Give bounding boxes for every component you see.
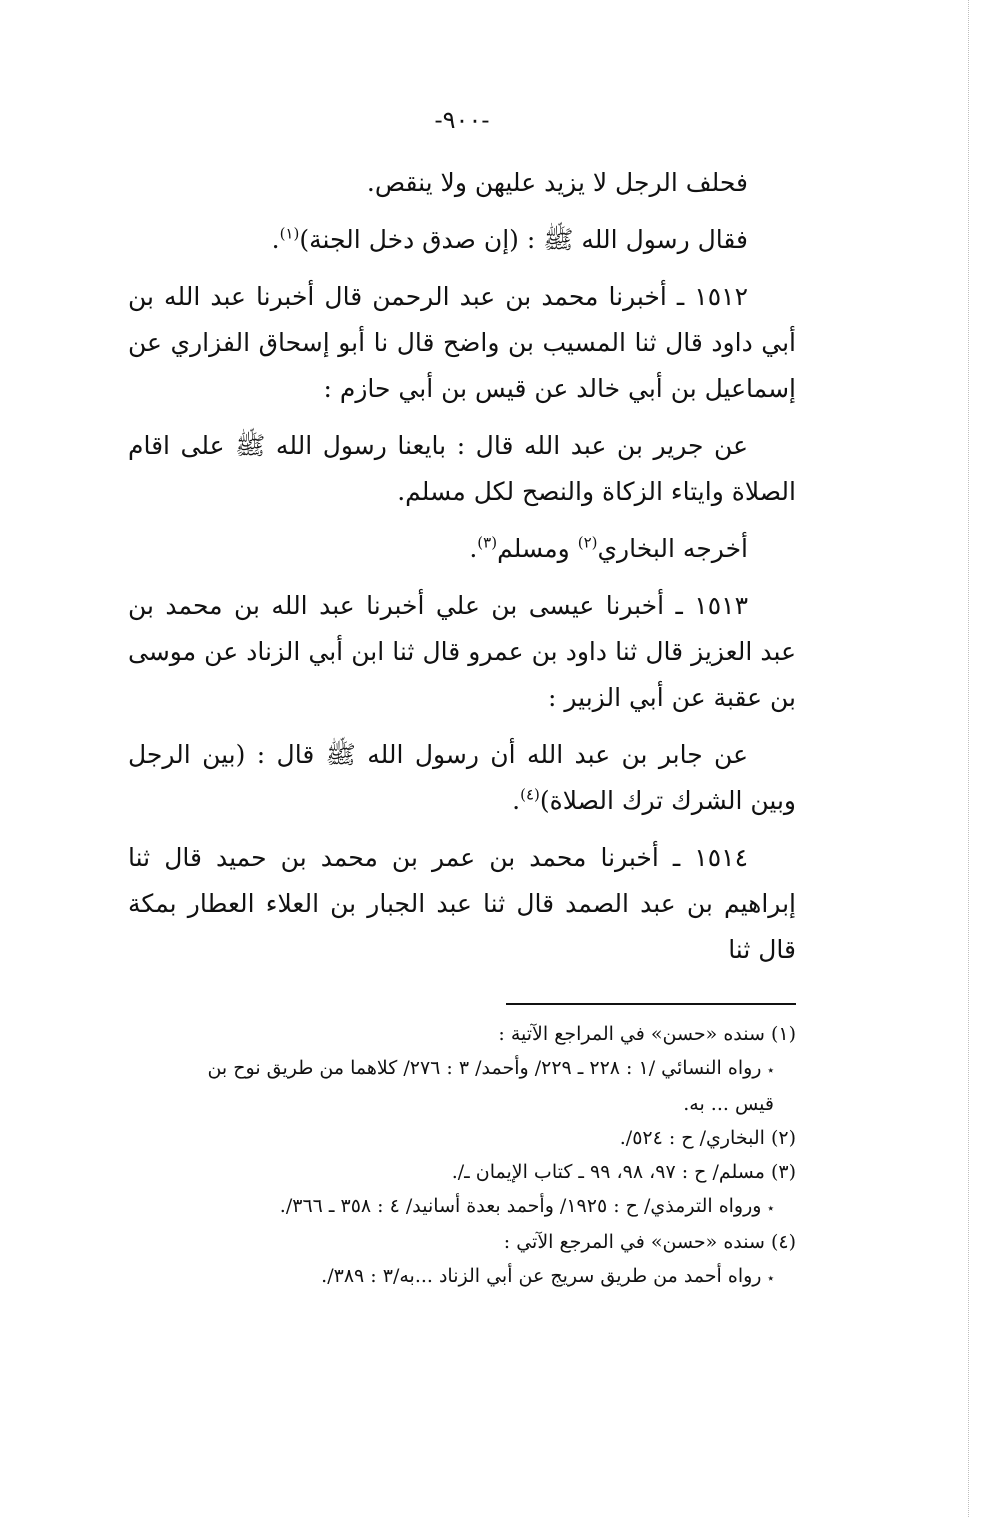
footnote-ref-4: (٤) [520,785,540,804]
footnote-ref-2: (٢) [577,533,598,552]
hadith-1512-chain-text: ١٥١٢ ـ أخبرنا محمد بن عبد الرحمن قال أخبرنا عبد الله بن أبي داود قال ثنا المسيب بن واضح قال نا أبو إسحاق الفزاري عن إسماعيل بن أبي خالد عن قيس بن أبي حازم : [128,282,796,403]
paragraph-end-mark: . [271,225,280,254]
hadith-1512-chain [128,274,796,412]
footnote-3-detail [128,1189,796,1225]
hadith-1513-text [128,732,796,824]
footnote-2 [128,1121,796,1155]
source-muslim: ومسلم [497,534,578,563]
footnote-2-text: (٢) البخاري/ ح : ٥٢٤/. [619,1127,796,1149]
footnote-ref-3: (٣) [477,533,498,552]
footnote-1-text: (١) سنده «حسن» في المراجع الآتية : [498,1023,796,1045]
footnotes [128,1017,796,1295]
paragraph-end-mark: . [469,534,478,563]
bullet-mark: ٭ [767,1271,774,1285]
footnote-4 [128,1225,796,1259]
footnote-4-detail [128,1259,796,1295]
source-bukhari: أخرجه البخاري [597,534,748,563]
paragraph-prophet-saying [128,217,796,263]
page-edge-line [968,0,969,1517]
hadith-1513-body: عن جابر بن عبد الله أن رسول الله ﷺ قال : (بين الرجل وبين الشرك ترك الصلاة) [128,740,796,815]
hadith-1512-text [128,423,796,515]
footnote-1-detail [128,1051,796,1087]
paragraph-oath [128,160,796,206]
paragraph-prophet-saying-text: فقال رسول الله ﷺ : (إن صدق دخل الجنة) [299,225,748,254]
footnote-1 [128,1017,796,1051]
footnote-ref-1: (١) [279,224,300,243]
footnote-4-text: (٤) سنده «حسن» في المرجع الآتي : [503,1231,796,1253]
footnote-1-continuation [128,1087,796,1121]
paragraph-end-mark: . [512,786,521,815]
footnote-3 [128,1155,796,1189]
paragraph-oath-text: فحلف الرجل لا يزيد عليهن ولا ينقص. [366,168,748,197]
bullet-mark: ٭ [767,1201,774,1215]
footnote-separator [506,1003,796,1005]
hadith-1513-chain-text: ١٥١٣ ـ أخبرنا عيسى بن علي أخبرنا عبد الله بن محمد بن عبد العزيز قال ثنا داود بن عمرو قال ثنا ابن أبي الزناد عن موسى بن عقبة عن أبي الزبير : [128,591,796,712]
hadith-1514-chain-text: ١٥١٤ ـ أخبرنا محمد بن عمر بن محمد بن حميد قال ثنا إبراهيم بن عبد الصمد قال ثنا عبد الجبار بن العلاء العطار بمكة قال ثنا [128,843,796,964]
page-number: -٩٠٠- [434,106,490,134]
footnote-3-detail-text: ورواه الترمذي/ ح : ١٩٢٥/ وأحمد بعدة أسانيد/ ٤ : ٣٥٨ ـ ٣٦٦/. [279,1195,762,1217]
hadith-1512-source [128,526,796,572]
footnote-3-text: (٣) مسلم/ ح : ٩٧، ٩٨، ٩٩ ـ كتاب الإيمان ـ/. [451,1161,796,1183]
hadith-1514-chain [128,835,796,973]
hadith-1513-chain [128,583,796,721]
footnote-1-detail-text: رواه النسائي /١ : ٢٢٨ ـ ٢٢٩/ وأحمد/ ٣ : ٢٧٦/ كلاهما من طريق نوح بن [207,1057,762,1079]
hadith-1512-body: عن جرير بن عبد الله قال : بايعنا رسول الله ﷺ على اقام الصلاة وايتاء الزكاة والنصح لكل مسلم. [128,431,796,506]
footnote-4-detail-text: رواه أحمد من طريق سريج عن أبي الزناد ...به/٣ : ٣٨٩/. [321,1265,762,1287]
footnote-1-continuation-text: قيس ... به. [683,1093,774,1115]
bullet-mark: ٭ [767,1063,774,1077]
document-page [128,100,796,1295]
